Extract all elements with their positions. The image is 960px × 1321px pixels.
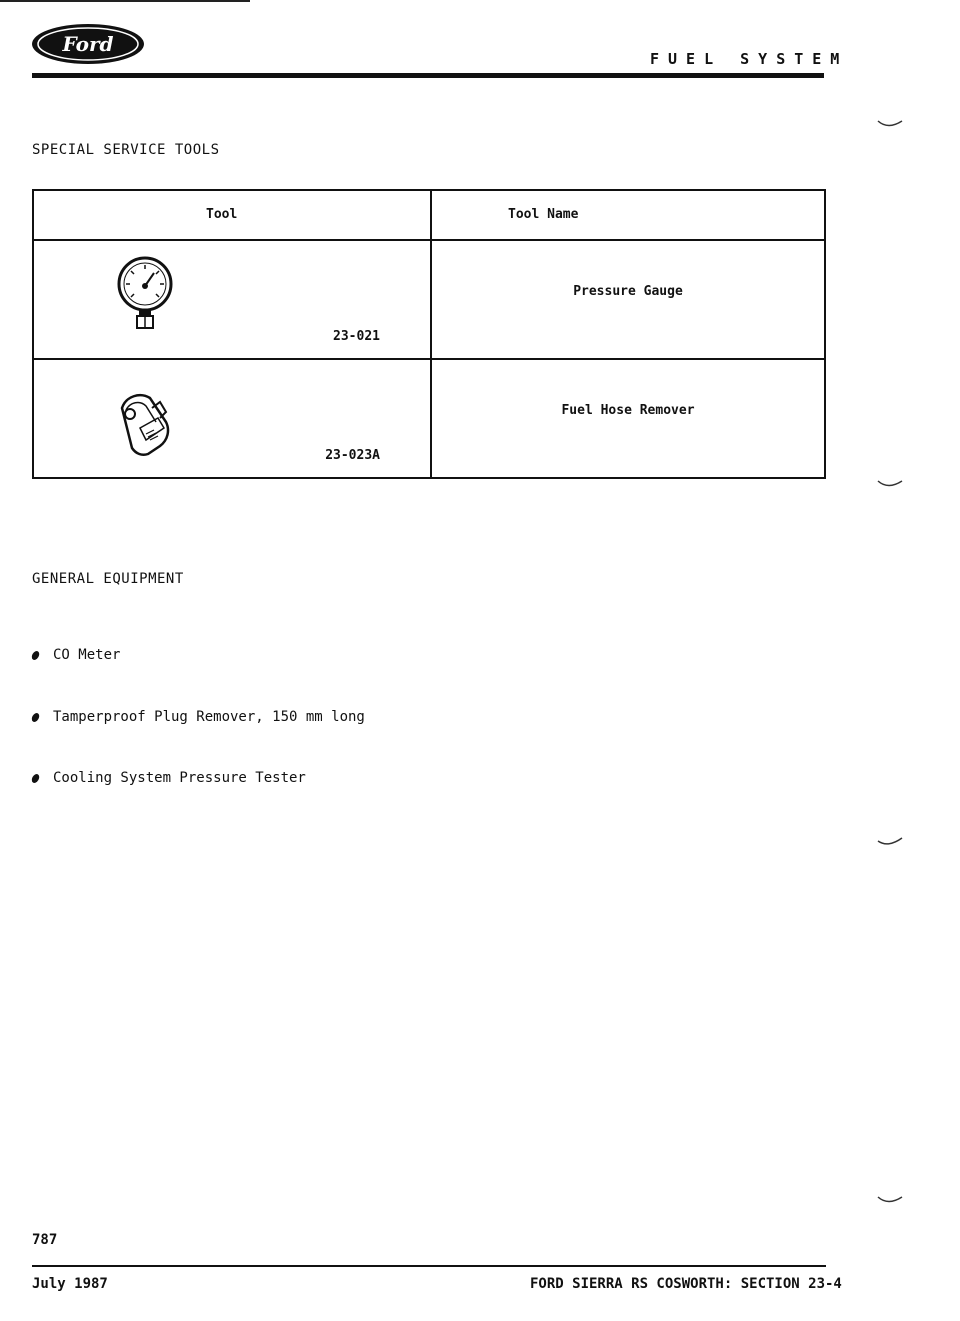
tool-cell (33, 359, 431, 478)
list-item-text: Cooling System Pressure Tester (53, 770, 306, 786)
tool-number: 23-021 (333, 329, 380, 344)
pressure-gauge-icon (116, 255, 174, 337)
margin-mark (876, 836, 906, 850)
special-tools-table (32, 189, 826, 479)
margin-mark (876, 478, 906, 492)
tool-name: Pressure Gauge (573, 284, 683, 299)
table-row (33, 359, 825, 478)
header-title: FUEL SYSTEM (650, 50, 849, 68)
margin-mark (876, 118, 906, 132)
list-item (32, 770, 306, 786)
tool-name-cell (431, 359, 825, 478)
list-item (32, 647, 120, 663)
footer-reference: FORD SIERRA RS COSWORTH: SECTION 23-4 (530, 1276, 842, 1292)
table-row (33, 240, 825, 359)
footer-date: July 1987 (32, 1276, 108, 1292)
table-header-row (33, 190, 825, 240)
bullet-icon (31, 651, 40, 660)
column-header-tool (33, 190, 431, 240)
ford-logo (30, 22, 146, 66)
tool-number: 23-023A (325, 448, 380, 463)
general-equipment-heading: GENERAL EQUIPMENT (32, 571, 184, 587)
bullet-icon (31, 774, 40, 783)
page-number: 787 (32, 1232, 58, 1248)
list-item-text: CO Meter (53, 647, 121, 663)
column-header-tool-label: Tool (206, 207, 238, 222)
footer-rule (32, 1265, 826, 1267)
header-rule (32, 73, 824, 78)
tool-name: Fuel Hose Remover (561, 403, 695, 418)
top-edge-line (0, 0, 250, 2)
margin-mark (876, 1194, 906, 1208)
bullet-icon (31, 713, 40, 722)
tool-name-cell (431, 240, 825, 359)
tool-cell (33, 240, 431, 359)
special-tools-heading: SPECIAL SERVICE TOOLS (32, 142, 220, 158)
svg-text:Ford: Ford (62, 32, 114, 56)
column-header-tool-name (431, 190, 825, 240)
column-header-tool-name-label: Tool Name (508, 207, 579, 222)
fuel-hose-remover-icon (116, 388, 174, 460)
list-item (32, 709, 365, 725)
list-item-text: Tamperproof Plug Remover, 150 mm long (53, 709, 365, 725)
